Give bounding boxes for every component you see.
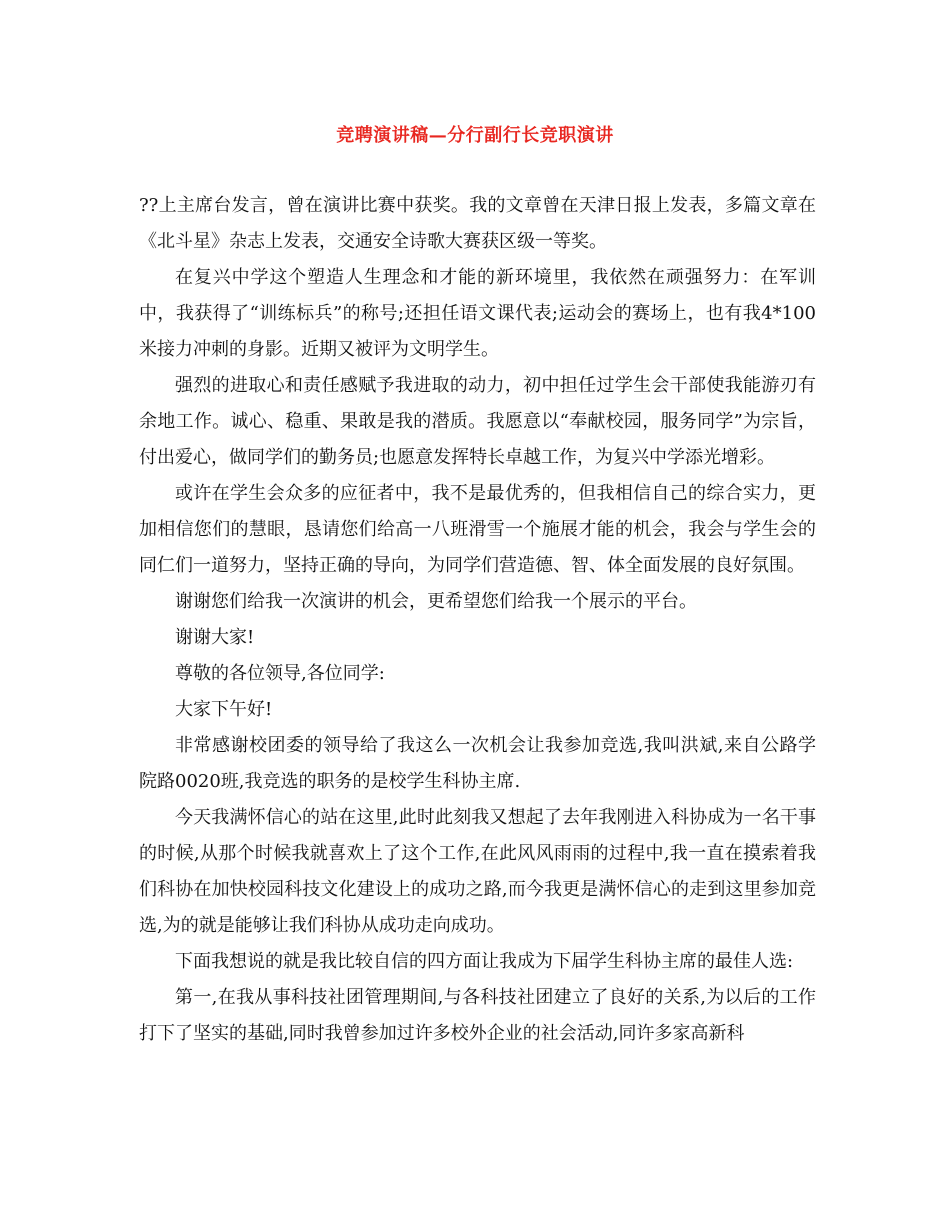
paragraph: 尊敬的各位领导,各位同学: — [175, 663, 385, 684]
paragraph: 在复兴中学这个塑造人生理念和才能的新环境里，我依然在顽强努力：在军训中，我获得了“训练标兵”的称号;还担任语文课代表;运动会的赛场上，也有我4*100米接力冲刺的身影。近期又被评为文明学生。 — [139, 267, 816, 360]
paragraph: 或许在学生会众多的应征者中，我不是最优秀的，但我相信自己的综合实力，更加相信您们的慧眼，恳请您们给高一八班滑雪一个施展才能的机会，我会与学生会的同仁们一道努力，坚持正确的导向，为同学们营造德、智、体全面发展的良好氛围。 — [139, 483, 816, 576]
document-title: 竞聘演讲稿—分行副行长竞职演讲 — [336, 125, 614, 146]
document-body — [139, 188, 816, 1052]
paragraph: 今天我满怀信心的站在这里,此时此刻我又想起了去年我刚进入科协成为一名干事的时候,从那个时候我就喜欢上了这个工作,在此风风雨雨的过程中,我一直在摸索着我们科协在加快校园科技文化建设上的成功之路,而今我更是满怀信心的走到这里参加竞选,为的就是能够让我们科协从成功走向成功。 — [139, 807, 816, 936]
paragraph: 强烈的进取心和责任感赋予我进取的动力，初中担任过学生会干部使我能游刃有余地工作。诚心、稳重、果敢是我的潜质。我愿意以“奉献校园，服务同学”为宗旨，付出爱心，做同学们的勤务员;也愿意发挥特长卓越工作，为复兴中学添光增彩。 — [139, 375, 816, 468]
paragraph: 大家下午好! — [175, 699, 273, 720]
paragraph: 下面我想说的就是我比较自信的四方面让我成为下届学生科协主席的最佳人选: — [175, 951, 794, 972]
paragraph: ??上主席台发言，曾在演讲比赛中获奖。我的文章曾在天津日报上发表，多篇文章在《北斗星》杂志上发表，交通安全诗歌大赛获区级一等奖。 — [139, 195, 816, 252]
paragraph: 第一,在我从事科技社团管理期间,与各科技社团建立了良好的关系,为以后的工作打下了坚实的基础,同时我曾参加过许多校外企业的社会活动,同许多家高新科 — [139, 987, 816, 1044]
paragraph: 谢谢您们给我一次演讲的机会，更希望您们给我一个展示的平台。 — [175, 591, 697, 612]
paragraph: 非常感谢校团委的领导给了我这么一次机会让我参加竞选,我叫洪斌,来自公路学院路0020班,我竞选的职务的是校学生科协主席. — [139, 735, 816, 792]
paragraph: 谢谢大家! — [175, 627, 255, 648]
